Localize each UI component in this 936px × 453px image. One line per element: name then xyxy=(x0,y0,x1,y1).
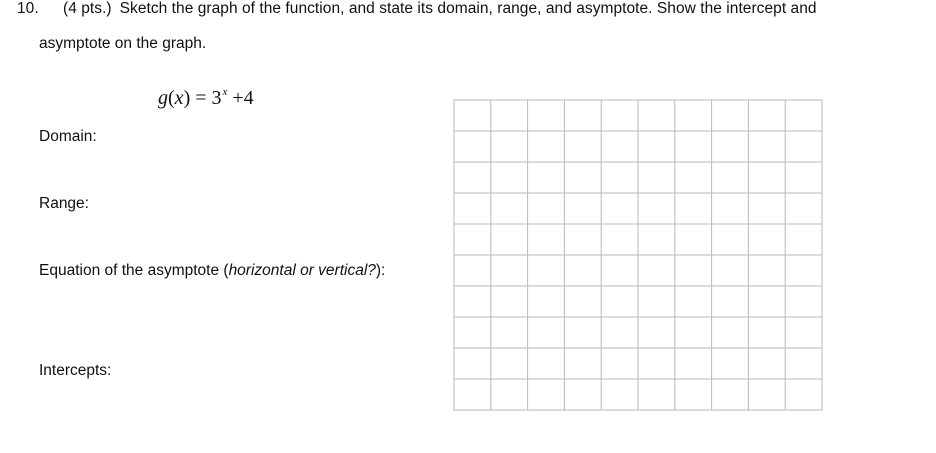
intercepts-label: Intercepts: xyxy=(39,362,112,379)
range-label: Range: xyxy=(39,195,89,212)
formula-open-paren: ( xyxy=(168,87,175,109)
asymptote-label-hint: horizontal or vertical? xyxy=(228,262,376,279)
formula-argument: x xyxy=(174,87,184,109)
formula-constant: +4 xyxy=(227,87,254,109)
graph-grid[interactable] xyxy=(453,99,823,411)
question-prompt-line1: Sketch the graph of the function, and state its domain, range, and asymptote. Show the intercept and xyxy=(119,0,817,17)
formula-function-name: g xyxy=(158,87,168,109)
question-points: (4 pts.) xyxy=(63,0,112,17)
asymptote-label-suffix: ): xyxy=(375,262,386,279)
formula-exponent: x xyxy=(222,86,228,98)
grid-lines xyxy=(454,100,822,410)
domain-label: Domain: xyxy=(39,128,97,145)
question-prompt xyxy=(17,0,817,18)
asymptote-label xyxy=(39,262,385,280)
formula-base: ) = 3 xyxy=(183,87,222,109)
question-prompt-continued: asymptote on the graph. xyxy=(39,35,207,52)
question-number: 10. xyxy=(17,0,39,17)
asymptote-label-prefix: Equation of the asymptote ( xyxy=(39,262,229,279)
function-formula xyxy=(158,86,254,110)
